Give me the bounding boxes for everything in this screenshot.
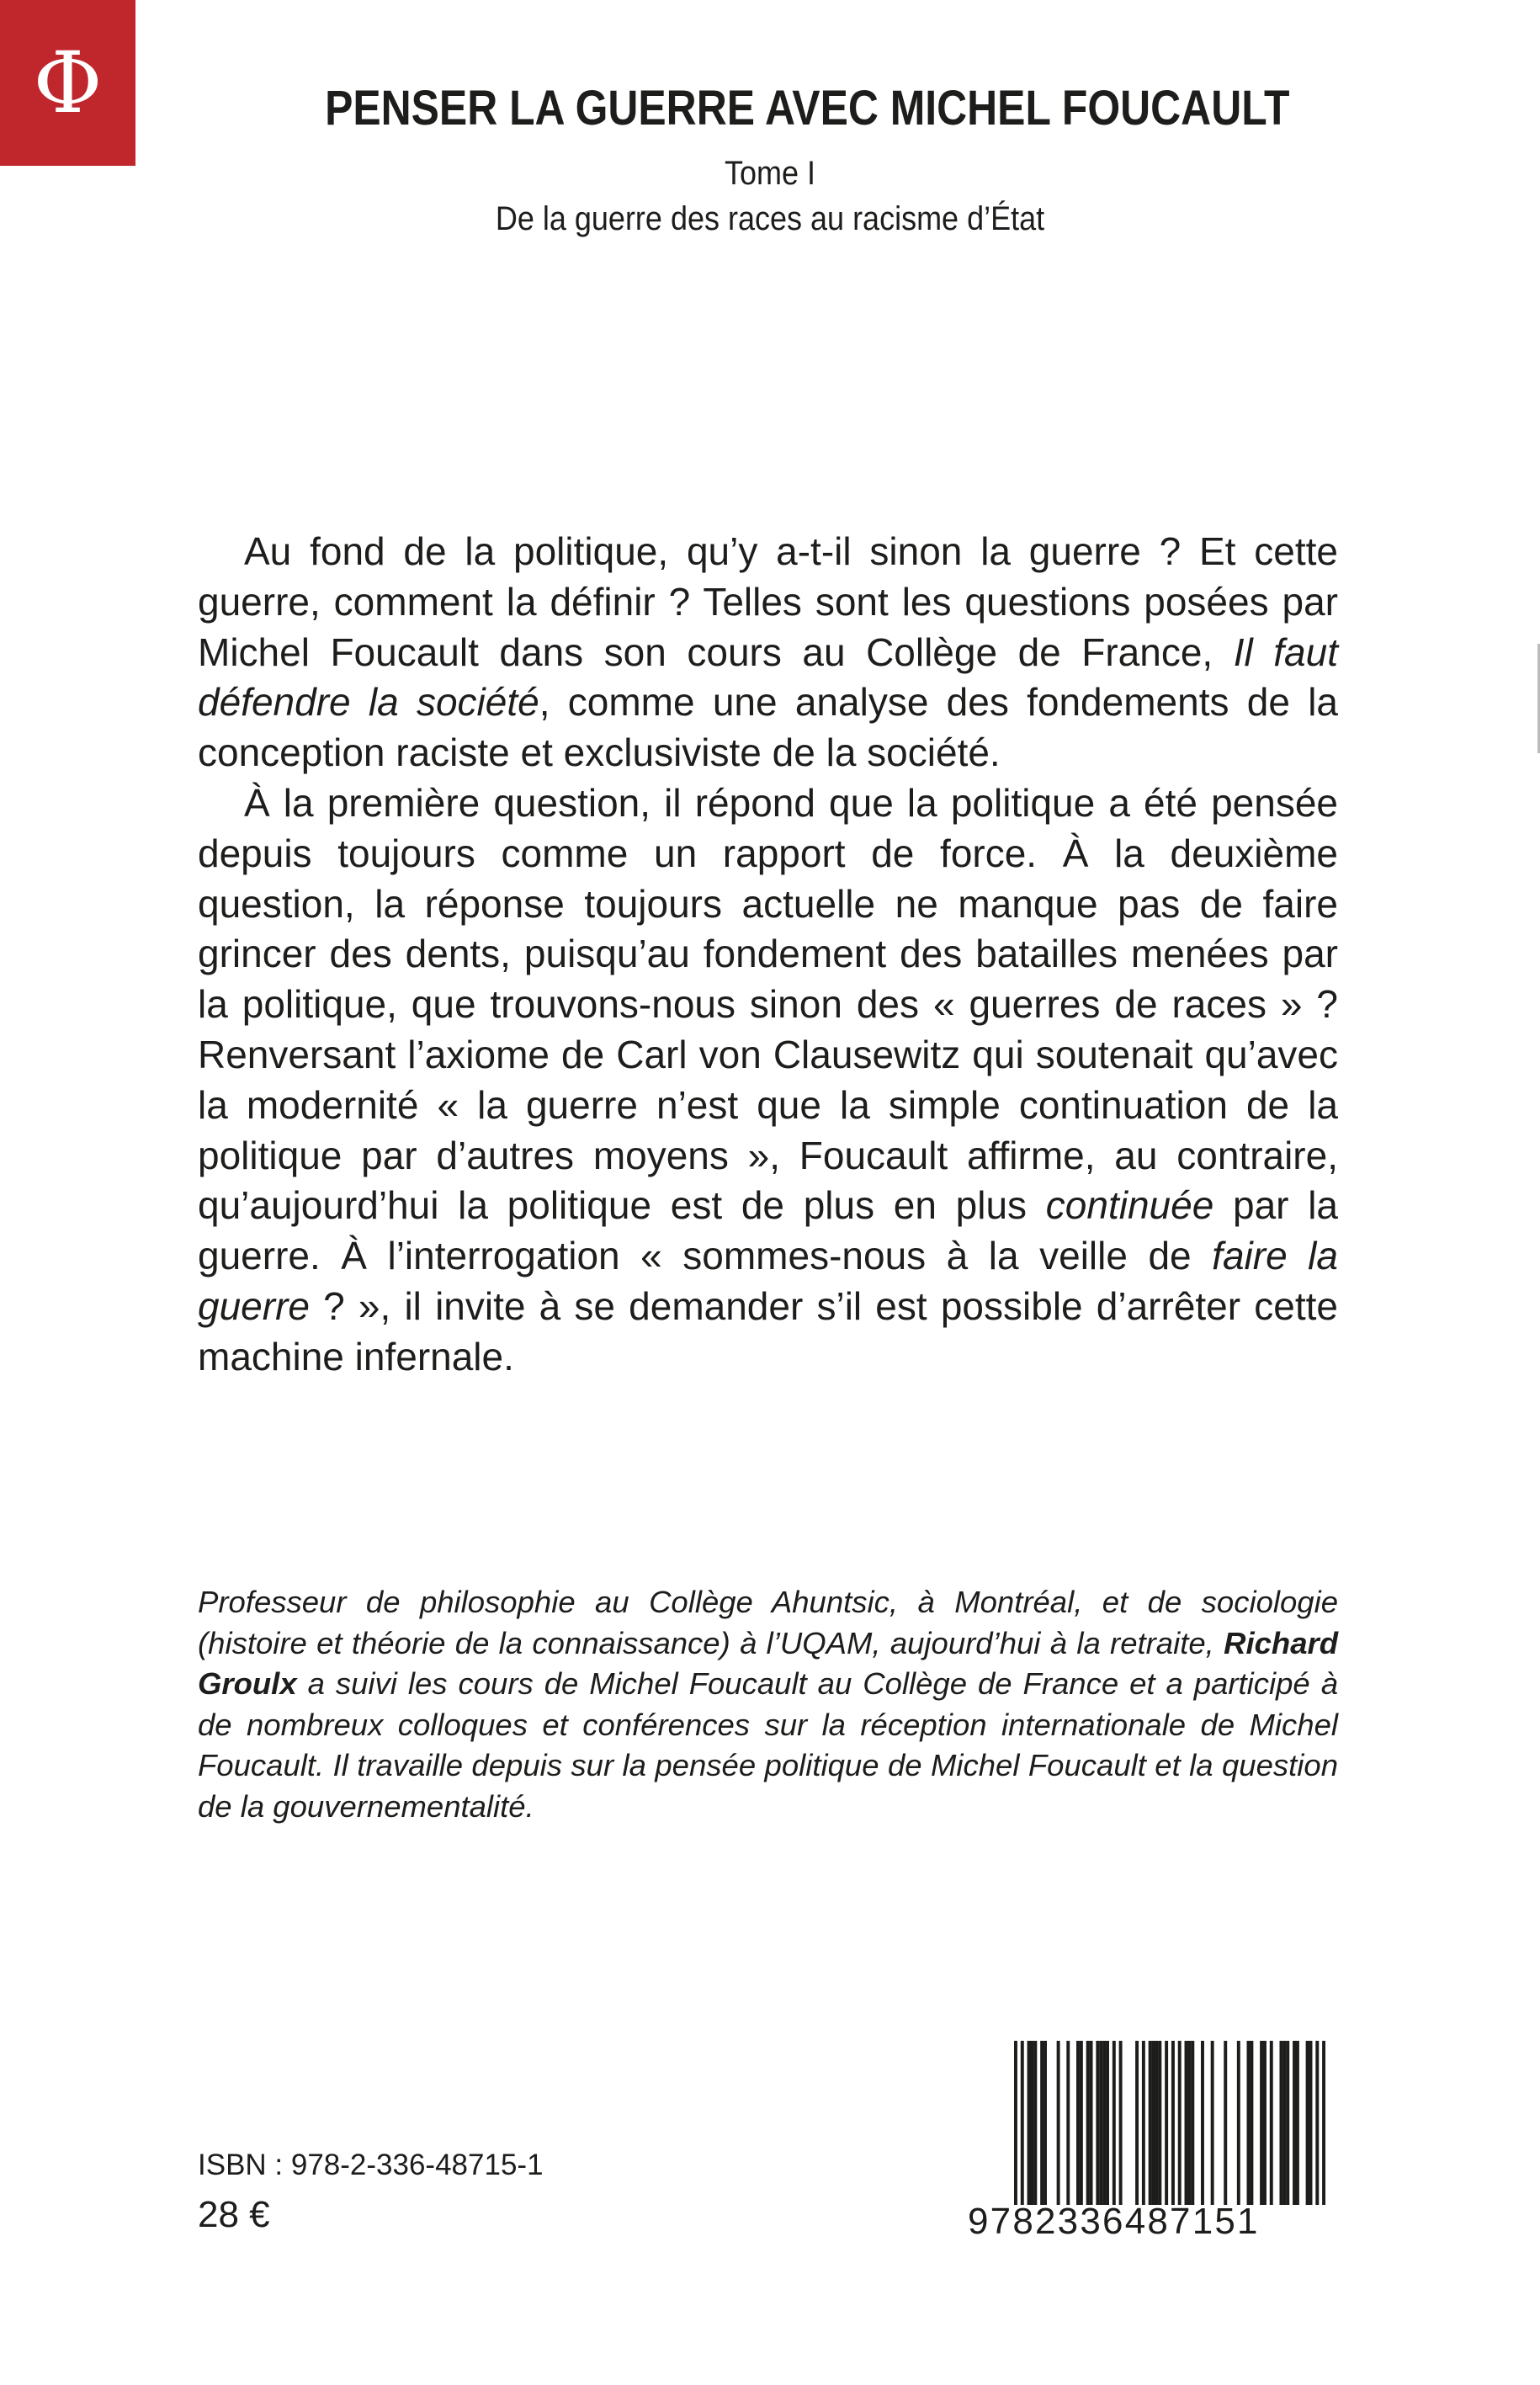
barcode-bar: [1250, 2041, 1253, 2205]
barcode-bar: [1135, 2041, 1139, 2205]
blurb-text: ? », il invite à se demander s’il est possible d’arrêter cette machine infernale.: [198, 1283, 1338, 1378]
barcode-bar: [1270, 2041, 1273, 2205]
phi-logo-icon: Φ: [33, 33, 103, 132]
blurb-text: par la guerre. À l’interrogation « sommes-nous à la veille de: [198, 1183, 1338, 1278]
publisher-logo: [0, 0, 135, 166]
price: 28 €: [198, 2194, 270, 2235]
back-cover-blurb: [198, 527, 1338, 1383]
book-title: PENSER LA GUERRE AVEC MICHEL FOUCAULT: [325, 81, 1290, 135]
barcode-bar: [1296, 2041, 1299, 2205]
barcode-bar: [1033, 2041, 1037, 2205]
barcode-bar: [1322, 2041, 1325, 2205]
barcode-bar: [1057, 2041, 1060, 2205]
book-subtitle: De la guerre des races au racisme d’État: [495, 200, 1045, 237]
title-block: [252, 81, 1288, 239]
barcode-bar: [1178, 2041, 1182, 2205]
barcode-bar: [1187, 2041, 1191, 2205]
barcode-bar: [1119, 2041, 1123, 2205]
bio-text: Professeur de philosophie au Collège Ahuntsic, à Montréal, et de sociologie (histoire et théorie de la connaissance) à l’UQAM, aujourd’hui à la retraite,: [198, 1585, 1338, 1660]
barcode-bar: [1171, 2041, 1175, 2205]
barcode-bar: [1102, 2041, 1106, 2205]
barcode-bar: [1106, 2041, 1109, 2205]
barcode-bar: [1152, 2041, 1155, 2205]
barcode: [968, 2041, 1330, 2243]
barcode-bar: [1293, 2041, 1296, 2205]
barcode-bar: [1185, 2041, 1188, 2205]
barcode-bar: [1086, 2041, 1090, 2205]
bio-text: a suivi les cours de Michel Foucault au Collège de France et a participé à de nombreux colloques et conférences sur la réception internationale de Michel Foucault. Il travaille depuis sur la pensée politique de Michel Foucault et la question de la gouvernementalité.: [198, 1666, 1338, 1824]
barcode-digits: 9782336487151: [968, 2201, 1260, 2242]
barcode-bar: [1263, 2041, 1267, 2205]
barcode-bar: [1315, 2041, 1319, 2205]
barcode-bar: [1090, 2041, 1093, 2205]
barcode-bar: [1028, 2041, 1031, 2205]
barcode-bar: [1030, 2041, 1033, 2205]
blurb-emphasis: continuée: [1045, 1183, 1214, 1228]
barcode-bar: [1142, 2041, 1145, 2205]
blurb-text: À la première question, il répond que la politique a été pensée depuis toujours comme un rapport de force. À la deuxième question, la réponse toujours actuelle ne manque pas de faire grincer des dents, puisqu’au fondement des batailles menées par la politique, que trouvons-nous sinon des « guerres de races » ? Renversant l’axiome de Carl von Clausewitz qui soutenait qu’avec la modernité « la guerre n’est que la simple continuation de la politique par d’autres moyens », Foucault affirme, au contraire, qu’aujourd’hui la politique est de plus en plus: [198, 780, 1338, 1228]
blurb-paragraph-1: [198, 527, 1338, 778]
barcode-bars: [1014, 2041, 1325, 2205]
barcode-bar: [1201, 2041, 1204, 2205]
barcode-bar: [1066, 2041, 1070, 2205]
barcode-bar: [1076, 2041, 1080, 2205]
barcode-bar: [1260, 2041, 1263, 2205]
blurb-emphasis: faire la guerre: [198, 1234, 1338, 1328]
blurb-paragraph-2: [198, 778, 1338, 1383]
author-bio: [198, 1582, 1338, 1827]
barcode-bar: [1014, 2041, 1017, 2205]
barcode-bar: [1309, 2041, 1313, 2205]
blurb-text: Au fond de la politique, qu’y a-t-il sinon la guerre ? Et cette guerre, comment la définir ? Telles sont les questions posées par Michel Foucault dans son cours au Collège de France,: [198, 529, 1338, 674]
barcode-bar: [1247, 2041, 1251, 2205]
barcode-bar: [1099, 2041, 1102, 2205]
author-name: Richard Groulx: [198, 1625, 1338, 1701]
barcode-bar: [1224, 2041, 1227, 2205]
barcode-bar: [1165, 2041, 1168, 2205]
blurb-text: , comme une analyse des fondements de la conception raciste et exclusiviste de la société.: [198, 680, 1338, 775]
barcode-bar: [1043, 2041, 1047, 2205]
barcode-bar: [1113, 2041, 1116, 2205]
barcode-bar: [1080, 2041, 1083, 2205]
barcode-bar: [1191, 2041, 1194, 2205]
barcode-bar: [1155, 2041, 1158, 2205]
barcode-bar: [1021, 2041, 1024, 2205]
barcode-bar: [1096, 2041, 1099, 2205]
blurb-emphasis: Il faut défendre la société: [198, 629, 1339, 725]
barcode-bar: [1282, 2041, 1286, 2205]
barcode-bar: [1149, 2041, 1152, 2205]
barcode-bar: [1158, 2041, 1161, 2205]
isbn: ISBN : 978-2-336-48715-1: [198, 2149, 544, 2181]
barcode-bar: [1211, 2041, 1214, 2205]
barcode-bar: [1306, 2041, 1309, 2205]
barcode-bar: [1237, 2041, 1240, 2205]
barcode-bar: [1040, 2041, 1043, 2205]
volume-label: Tome I: [724, 155, 816, 192]
barcode-bar: [1279, 2041, 1282, 2205]
barcode-bar: [1286, 2041, 1289, 2205]
